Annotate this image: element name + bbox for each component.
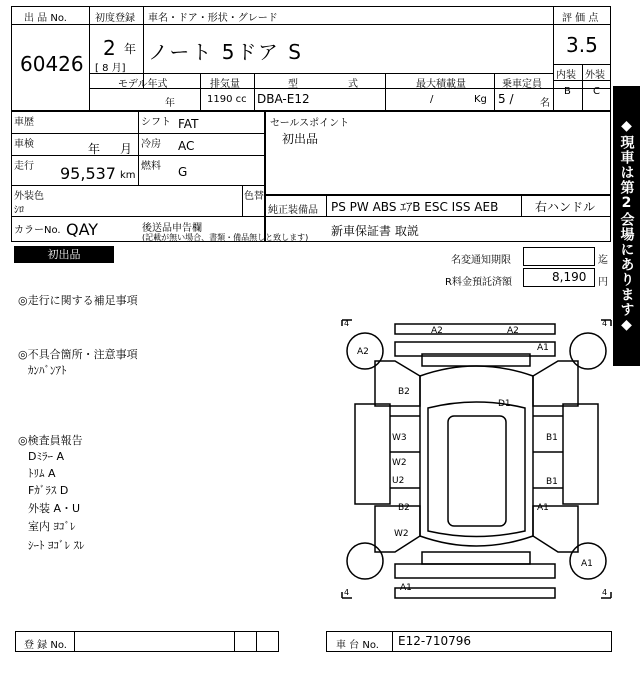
diagram-corner-label: 4 (344, 588, 350, 597)
sales-point-value: 初出品 (282, 132, 319, 146)
shift-label: シフト (141, 117, 171, 128)
inspector-notes-title: ◎検査員報告 (18, 434, 83, 447)
history-label: 車歴 (14, 117, 34, 128)
interior-grade: B (564, 86, 571, 97)
defect-notes-title: ◎不具合箇所・注意事項 (18, 348, 138, 361)
equipment-value: PS PW ABS ｴｱB ESC ISS AEB (331, 200, 499, 214)
damage-mark: B1 (546, 477, 558, 487)
diagram-corner-label: 4 (602, 319, 608, 328)
car-condition-diagram (340, 316, 613, 602)
exterior-label: 外装 (585, 70, 605, 81)
chassis-value: E12-710796 (398, 634, 471, 648)
displacement-value: 1190 cc (207, 94, 247, 105)
model-label: 車名・ドア・形状・グレード (148, 13, 278, 24)
color-no-value: QAY (66, 220, 99, 239)
repaint-label: 色替 (244, 191, 264, 202)
defect-item: ｶﾝﾊﾞﾝｱﾄ (28, 364, 67, 377)
capacity-unit: 名 (540, 98, 550, 109)
post-docs-label: 後送品申告欄 (142, 223, 202, 234)
damage-mark: B2 (398, 503, 410, 513)
post-docs-note: (記載が無い場合、書類・備品無しと致します) (142, 233, 309, 242)
name-change-field (523, 247, 595, 266)
damage-mark: A1 (537, 343, 549, 353)
type-value: DBA-E12 (257, 92, 310, 106)
inspection-label: 車検 (14, 139, 34, 150)
ac-value: AC (178, 139, 195, 153)
equipment-label: 純正装備品 (268, 205, 318, 216)
score-label: 評 価 点 (562, 13, 599, 24)
reg-label: 初度登録 (95, 13, 135, 24)
inspector-item: 室内 ﾖｺﾞﾚ (28, 520, 76, 533)
damage-mark: A1 (581, 559, 593, 569)
damage-mark: U2 (392, 476, 405, 486)
driving-notes-title: ◎走行に関する補足事項 (18, 294, 138, 307)
shift-value: FAT (178, 117, 199, 131)
max-load-unit: Kg (474, 94, 487, 105)
damage-mark: D1 (498, 399, 511, 409)
name-change-unit: 迄 (598, 255, 608, 266)
model-name: ノート 5ドア S (148, 40, 303, 64)
reg-year: 2 (103, 36, 116, 60)
name-change-label: 名変通知期限 (451, 255, 511, 266)
lot-label: 出 品 No. (24, 13, 67, 24)
mileage-value: 95,537 (60, 164, 116, 183)
capacity-value: 5 / (498, 92, 514, 106)
damage-mark: B2 (398, 387, 410, 397)
reg-year-unit: 年 (124, 42, 137, 56)
first-listing-badge: 初出品 (14, 246, 114, 263)
max-load-value: / (430, 94, 434, 105)
score: 3.5 (566, 33, 598, 57)
damage-mark: A1 (400, 583, 412, 593)
damage-mark: W2 (392, 458, 407, 468)
ext-color-value: ｼﾛ (14, 205, 24, 216)
type-label-2: 式 (348, 79, 358, 90)
diagram-corner-label: 4 (602, 588, 608, 597)
inspector-item: 外装 A・U (28, 502, 81, 515)
sales-point-label: セールスポイント (270, 118, 350, 129)
ac-label: 冷房 (141, 139, 161, 150)
damage-mark: A2 (507, 326, 519, 336)
model-year-label: モデル年式 (118, 79, 168, 90)
type-label: 型 (288, 79, 298, 90)
registration-label: 登 録 No. (24, 640, 67, 651)
damage-mark: A2 (357, 347, 369, 357)
damage-mark: W2 (394, 529, 409, 539)
inspection-year: 年 (88, 142, 101, 156)
inspector-item: Fｶﾞﾗｽ D (28, 484, 69, 497)
reg-month: [ 8 月] (95, 63, 126, 74)
exterior-grade: C (593, 86, 600, 97)
damage-mark: W3 (392, 433, 407, 443)
inspector-item: ﾄﾘﾑ A (28, 467, 56, 480)
handle-value: 右ハンドル (535, 200, 596, 214)
damage-mark: A2 (431, 326, 443, 336)
damage-mark: A1 (537, 503, 549, 513)
inspector-item: Dﾐﾗｰ A (28, 450, 64, 463)
fuel-value: G (178, 165, 188, 179)
color-no-label: カラーNo. (14, 225, 61, 236)
recycle-label: R料金預託済額 (445, 277, 512, 288)
ext-color-label: 外装色 (14, 191, 44, 202)
recycle-value: 8,190 (552, 270, 587, 284)
model-year-value: 年 (165, 98, 175, 109)
inspection-month: 月 (120, 142, 133, 156)
diagram-corner-label: 4 (344, 319, 350, 328)
interior-label: 内装 (556, 70, 576, 81)
damage-mark: B1 (546, 433, 558, 443)
chassis-label: 車 台 No. (336, 640, 379, 651)
lot-number: 60426 (20, 52, 84, 76)
displacement-label: 排気量 (210, 79, 240, 90)
recycle-unit: 円 (598, 277, 608, 288)
mileage-label: 走行 (14, 161, 34, 172)
mileage-unit: km (120, 170, 136, 181)
location-banner: ◆現車は第2会場にあります◆ (613, 86, 640, 366)
fuel-label: 燃料 (141, 161, 161, 172)
max-load-label: 最大積載量 (416, 79, 466, 90)
warranty-value: 新車保証書 取説 (331, 224, 419, 238)
inspector-item: ｼｰﾄ ﾖｺﾞﾚ ｽﾚ (28, 539, 85, 552)
capacity-label: 乗車定員 (502, 79, 542, 90)
